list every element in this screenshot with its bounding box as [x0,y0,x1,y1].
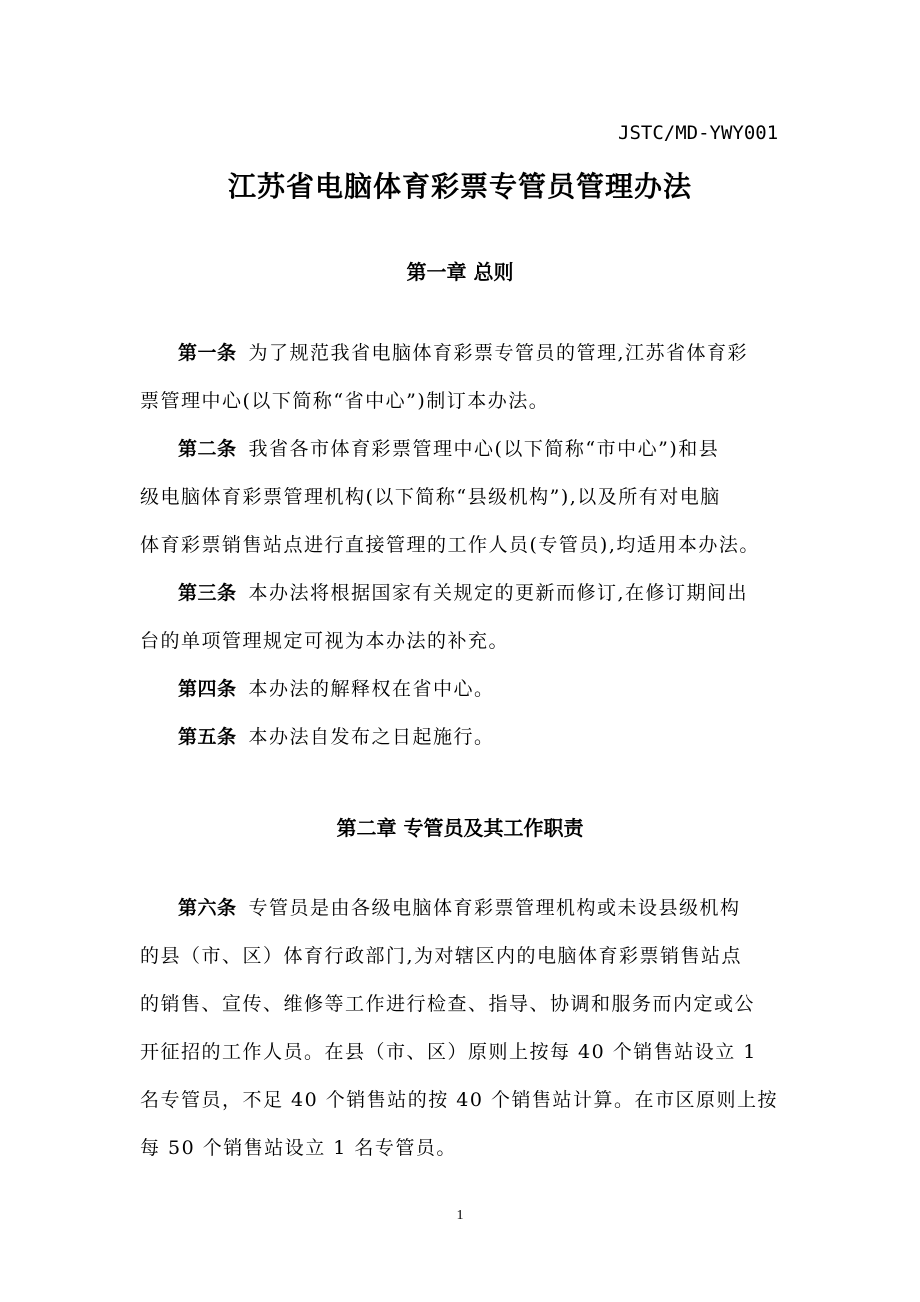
article-1-line-1 [140,329,782,377]
chapter-1-heading: 第一章 总则 [406,260,514,284]
article-2-line-2: 级电脑体育彩票管理机构(以下简称“县级机构”),以及所有对电脑 [140,486,721,508]
article-5-text-1: 本办法自发布之日起施行。 [248,726,495,748]
article-4-line-1 [140,665,782,713]
article-2-line-3: 体育彩票销售站点进行直接管理的工作人员(专管员),均适用本办法。 [140,534,760,556]
article-3-text-1: 本办法将根据国家有关规定的更新而修订,在修订期间出 [248,582,749,604]
article-3 [140,569,782,665]
article-5 [140,713,782,761]
article-1 [140,329,782,425]
article-5-line-1 [140,713,782,761]
article-3-label: 第三条 [178,582,237,604]
article-6-line-3: 的销售、宣传、维修等工作进行检查、指导、协调和服务而内定或公 [140,993,756,1015]
article-6-line-1 [140,884,782,932]
article-2-label: 第二条 [178,438,237,460]
article-3-line-2: 台的单项管理规定可视为本办法的补充。 [140,630,510,652]
article-3-line-1 [140,569,782,617]
article-6-text-1: 专管员是由各级电脑体育彩票管理机构或未设县级机构 [248,897,741,919]
article-4 [140,665,782,713]
article-4-text-1: 本办法的解释权在省中心。 [248,678,495,700]
article-1-text-1: 为了规范我省电脑体育彩票专管员的管理,江苏省体育彩 [248,342,749,364]
article-2 [140,425,782,569]
article-2-line-1 [140,425,782,473]
chapter-2-heading: 第二章 专管员及其工作职责 [336,816,584,840]
page-number: 1 [456,1208,464,1223]
article-6-line-4: 开征招的工作人员。在县（市、区）原则上按每 40 个销售站设立 1 [140,1041,757,1063]
document-code: JSTC/MD-YWY001 [618,122,779,144]
document-title: 江苏省电脑体育彩票专管员管理办法 [227,170,692,203]
article-6-line-6: 每 50 个销售站设立 1 名专管员。 [140,1137,457,1159]
article-6-line-2: 的县（市、区）体育行政部门,为对辖区内的电脑体育彩票销售站点 [140,945,743,967]
article-6-line-5: 名专管员，不足 40 个销售站的按 40 个销售站计算。在市区原则上按 [140,1089,779,1111]
article-6 [140,884,782,1172]
article-6-label: 第六条 [178,897,237,919]
article-2-text-1: 我省各市体育彩票管理中心(以下简称“市中心”)和县 [248,438,720,460]
article-4-label: 第四条 [178,678,237,700]
article-1-line-2: 票管理中心(以下简称“省中心”)制订本办法。 [140,390,550,412]
article-1-label: 第一条 [178,342,237,364]
article-5-label: 第五条 [178,726,237,748]
